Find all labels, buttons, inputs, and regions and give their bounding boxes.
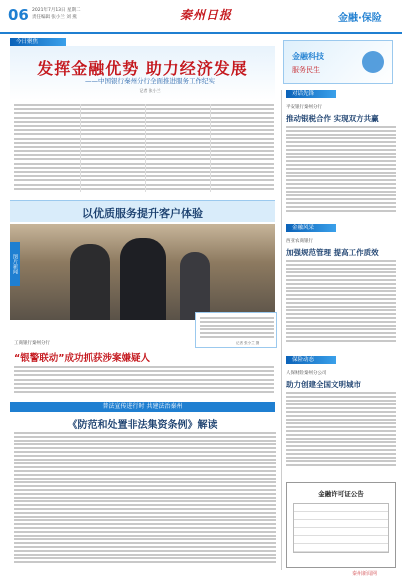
today-focus-tag (10, 38, 66, 46)
photo-figure-3 (180, 252, 210, 320)
law-banner-label: 普法宣传进行时 共建法治秦州 (102, 403, 183, 410)
story3-unit: 人保财险秦州分公司 (286, 371, 327, 376)
photo-caption-text (200, 317, 274, 341)
main-byline: 记者 张小兰 (139, 88, 161, 93)
main-article-body (14, 104, 274, 192)
photo-figure-2 (120, 238, 166, 320)
ad-line-1: 金融科技 (292, 52, 324, 61)
law-article-body (14, 432, 276, 572)
photo-figure-1 (70, 244, 110, 320)
story2-unit: 西亚农商银行 (286, 239, 313, 244)
story2-headline: 加强规范管理 提高工作质效 (286, 248, 379, 257)
story1-headline: 推动银税合作 实现双方共赢 (286, 114, 379, 123)
notice-table (293, 503, 389, 553)
story1-unit: 平安银行秦州分行 (286, 105, 322, 110)
lower-left-headline: “银警联动”成功抓获涉案嫌疑人 (14, 353, 150, 364)
news-photo (10, 224, 275, 320)
photo-title-band (10, 200, 275, 222)
ad-box (283, 40, 393, 84)
photo-title: 以优质服务提升客户体验 (82, 207, 203, 220)
right-tag-3 (286, 356, 336, 364)
right-tag-2 (286, 224, 336, 232)
right-tag-2-label: 金融风采 (292, 225, 315, 231)
paper-name: 秦州日报 (180, 8, 233, 22)
section-name: 金融·保险 (338, 13, 382, 24)
ad-logo-icon (362, 51, 384, 73)
story2-body (286, 260, 396, 350)
photo-credit: 记者 张小兰 摄 (236, 341, 260, 345)
column-divider (80, 104, 81, 192)
tag-label: 今日聚焦 (16, 39, 39, 45)
right-tag-1-label: 对话先锋 (292, 91, 315, 97)
main-subhead: ——中国银行秦州分行全面推进服务工作纪实 (85, 77, 215, 85)
notice-title: 金融许可证公告 (318, 490, 364, 498)
right-column-divider (281, 90, 282, 570)
story3-headline: 助力创建全国文明城市 (286, 380, 361, 389)
column-divider (145, 104, 146, 192)
right-tag-1 (286, 90, 336, 98)
story3-body (286, 392, 396, 476)
lower-left-body (14, 366, 274, 396)
page-number: 06 (8, 6, 29, 24)
top-banner (10, 46, 275, 100)
editor-line: 责任编辑 张小兰 刘 燕 (32, 15, 77, 20)
site-watermark: 秦州新闻网 (352, 571, 378, 577)
photo-side-tag-label: 图片新闻 (12, 254, 18, 274)
law-banner (10, 402, 275, 412)
column-divider (210, 104, 211, 192)
photo-caption-box (195, 312, 277, 348)
main-headline: 发挥金融优势 助力经济发展 (37, 59, 248, 78)
date-line: 2021年7月13日 星期二 (32, 8, 81, 13)
photo-side-tag (10, 242, 20, 286)
story1-body (286, 126, 396, 218)
lower-left-unit: 工商银行秦州分行 (14, 341, 50, 346)
right-tag-3-label: 保险动态 (292, 357, 315, 363)
ad-line-2: 服务民生 (292, 66, 320, 74)
law-headline: 《防范和处置非法集资条例》解读 (67, 420, 218, 431)
license-notice (286, 482, 396, 568)
masthead (0, 0, 402, 34)
